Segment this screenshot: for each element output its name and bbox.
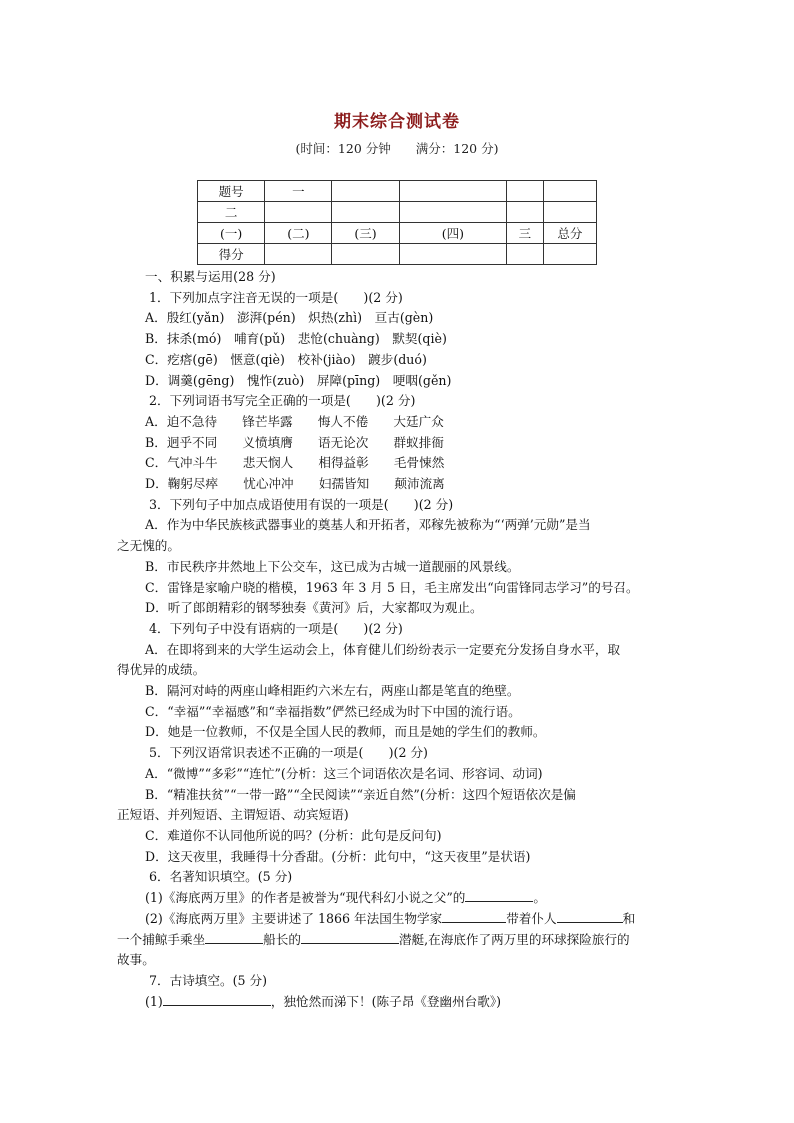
question-text: 船长的 xyxy=(263,931,301,947)
table-cell xyxy=(399,202,506,223)
answer-option: C．气冲斗牛 悲天悯人 相得益彰 毛骨悚然 xyxy=(145,455,445,471)
table-row xyxy=(198,244,597,265)
table-cell xyxy=(506,181,543,202)
answer-option: D．她是一位教师，不仅是全国人民的教师，而且是她的学生们的教师。 xyxy=(145,724,546,740)
table-cell xyxy=(265,202,332,223)
question-text: (2)《海底两万里》主要讲述了 1866 年法国生物学家 xyxy=(145,910,443,926)
table-cell xyxy=(332,181,399,202)
table-row xyxy=(198,181,597,202)
question-stem: 6．名著知识填空。(5 分) xyxy=(149,869,293,885)
question-stem: 2．下列词语书写完全正确的一项是( )(2 分) xyxy=(149,393,416,409)
answer-option-continued: 得优异的成绩。 xyxy=(117,662,206,678)
answer-option: A．“微博”“多彩”“连忙”(分析：这三个词语依次是名词、形容词、动词) xyxy=(145,765,543,781)
table-cell: (一) xyxy=(198,223,265,244)
table-cell: 二 xyxy=(198,202,265,223)
table-row xyxy=(198,202,597,223)
table-cell xyxy=(265,244,332,265)
question-text: (1)《海底两万里》的作者是被誉为“现代科幻小说之父”的 xyxy=(145,890,466,906)
table-cell: 得分 xyxy=(198,244,265,265)
answer-option: C．雷锋是家喻户晓的楷模，1963 年 3 月 5 日，毛主席发出“向雷锋同志学习”的号召。 xyxy=(145,579,639,595)
question-text: (1) xyxy=(145,993,163,1009)
answer-option-continued: 正短语、并列短语、主谓短语、动宾短语) xyxy=(117,807,349,823)
question-stem: 7．古诗填空。(5 分) xyxy=(149,972,268,988)
answer-option: D．调羹(gēng) 愧怍(zuò) 屏障(pīng) 哽咽(gěn) xyxy=(145,372,452,388)
table-cell xyxy=(543,181,596,202)
exam-body xyxy=(117,267,675,1012)
answer-option: A．殷红(yǎn) 澎湃(pén) 炽热(zhì) 亘古(gèn) xyxy=(145,310,434,326)
table-row xyxy=(198,223,597,244)
question-stem: 3．下列句子中加点成语使用有误的一项是( )(2 分) xyxy=(149,496,454,512)
question-text: 。 xyxy=(533,890,546,906)
answer-option: B．迥乎不同 义愤填膺 语无论次 群蚁排衙 xyxy=(145,434,444,450)
section-heading: 一、积累与运用(28 分) xyxy=(145,269,276,284)
table-cell xyxy=(399,181,506,202)
answer-option-continued: 之无愧的。 xyxy=(117,538,180,554)
page-title: 期末综合测试卷 xyxy=(334,112,460,132)
fill-in-question-continued: 故事。 xyxy=(117,952,155,968)
fill-in-question xyxy=(145,992,675,1013)
answer-option: C．疙瘩(gē) 惬意(qiè) 校补(jiào) 踱步(duó) xyxy=(145,351,427,367)
question-stem: 1．下列加点字注音无误的一项是( )(2 分) xyxy=(149,289,403,305)
fill-in-question xyxy=(145,909,675,930)
question-stem: 4．下列句子中没有语病的一项是( )(2 分) xyxy=(149,620,403,636)
score-table xyxy=(197,180,597,265)
question-text: ，独怆然而涕下！(陈子昂《登幽州台歌》) xyxy=(270,993,502,1009)
answer-option: C．“幸福”“幸福感”和“幸福指数”俨然已经成为时下中国的流行语。 xyxy=(145,703,521,719)
answer-option: A．作为中华民族核武器事业的奠基人和开拓者，邓稼先被称为“‘两弹’元勋”是当 xyxy=(145,517,591,533)
answer-blank[interactable] xyxy=(163,992,271,1006)
table-cell xyxy=(506,202,543,223)
table-cell xyxy=(543,244,596,265)
answer-option: B．市民秩序井然地上下公交车，这已成为古城一道靓丽的风景线。 xyxy=(145,558,520,574)
table-cell: 总分 xyxy=(543,223,596,244)
table-cell: (四) xyxy=(399,223,506,244)
answer-option: D．这天夜里，我睡得十分香甜。(分析：此句中，“这天夜里”是状语) xyxy=(145,848,531,864)
answer-blank[interactable] xyxy=(442,909,506,923)
table-cell xyxy=(399,244,506,265)
table-cell: (三) xyxy=(332,223,399,244)
question-text: 潜艇,在海底作了两万里的环球探险旅行的 xyxy=(398,931,630,947)
answer-option: A．在即将到来的大学生运动会上，体育健儿们纷纷表示一定要充分发扬自身水平，取 xyxy=(145,641,621,657)
table-cell: 题号 xyxy=(198,181,265,202)
answer-option: C．难道你不认同他所说的吗？(分析：此句是反问句) xyxy=(145,827,442,843)
answer-option: D．听了郎朗精彩的钢琴独奏《黄河》后，大家都叹为观止。 xyxy=(145,600,483,616)
exam-time-score: (时间：120 分钟 满分：120 分) xyxy=(295,141,499,156)
question-text: 带着仆人 xyxy=(506,910,557,926)
table-cell xyxy=(332,202,399,223)
fill-in-question xyxy=(145,888,675,909)
answer-option: A．迫不急待 锋芒毕露 悔人不倦 大廷广众 xyxy=(145,413,444,429)
answer-option: B．“精准扶贫”“一带一路”“全民阅读”“亲近自然”(分析：这四个短语依次是偏 xyxy=(145,786,576,802)
fill-in-question-continued xyxy=(117,930,675,951)
answer-blank[interactable] xyxy=(205,930,263,944)
table-cell: 一 xyxy=(265,181,332,202)
table-cell: 三 xyxy=(506,223,543,244)
answer-option: B．抹杀(mó) 哺育(pǔ) 悲怆(chuàng) 默契(qiè) xyxy=(145,331,447,347)
question-stem: 5．下列汉语常识表述不正确的一项是( )(2 分) xyxy=(149,745,428,761)
answer-blank[interactable] xyxy=(557,909,623,923)
table-cell xyxy=(332,244,399,265)
table-cell xyxy=(543,202,596,223)
table-cell: (二) xyxy=(265,223,332,244)
question-text: 一个捕鲸手乘坐 xyxy=(117,931,206,947)
answer-blank[interactable] xyxy=(301,930,399,944)
answer-option: D．鞠躬尽瘁 忧心冲冲 妇孺皆知 颠沛流离 xyxy=(145,476,445,492)
question-text: 和 xyxy=(622,910,636,926)
answer-blank[interactable] xyxy=(465,888,533,902)
answer-option: B．隔河对峙的两座山峰相距约六米左右，两座山都是笔直的绝壁。 xyxy=(145,683,520,699)
table-cell xyxy=(506,244,543,265)
